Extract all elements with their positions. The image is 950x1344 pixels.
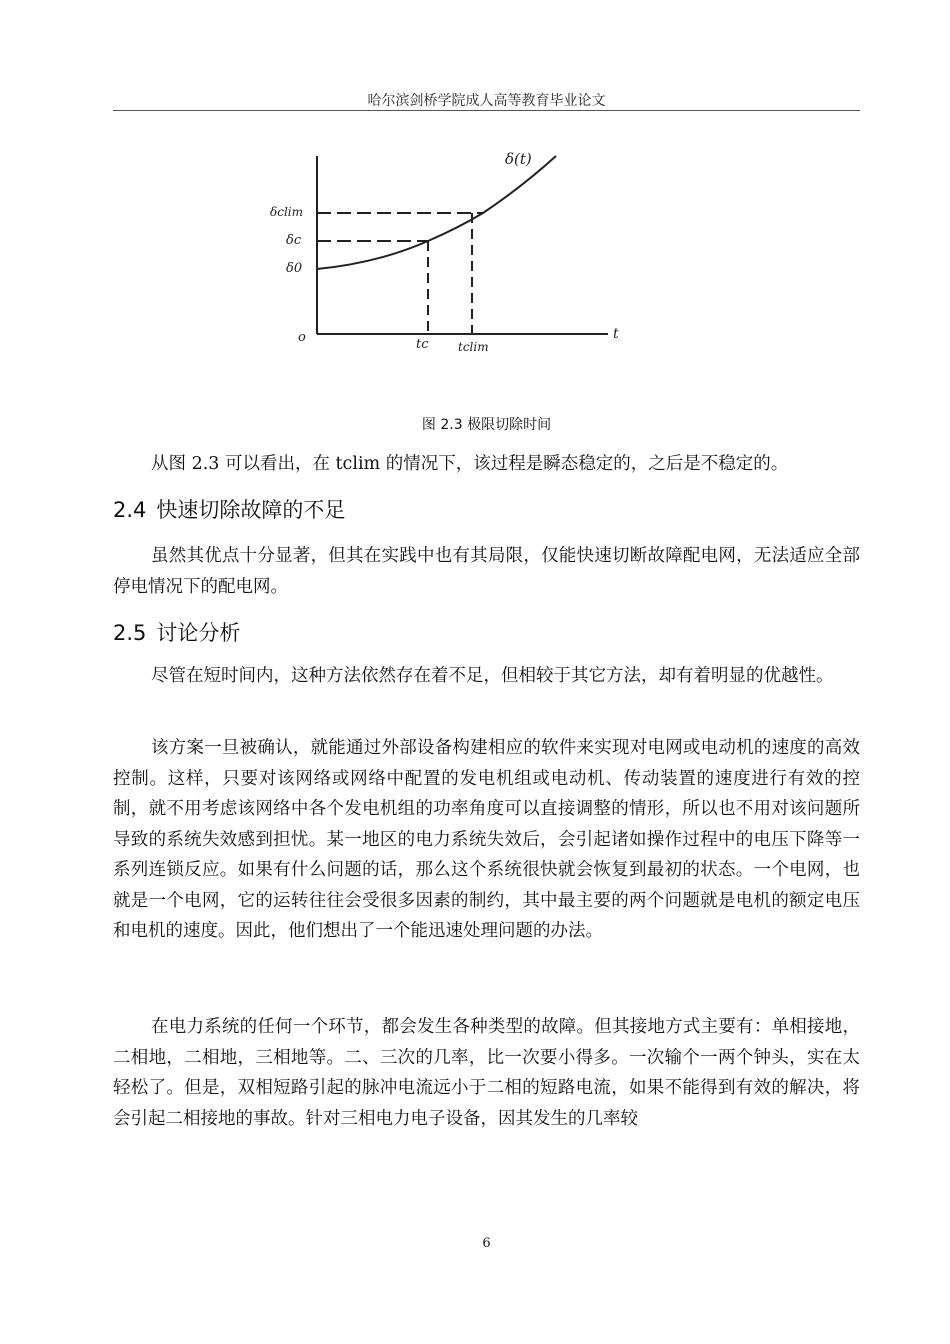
paragraph-figure-note: 从图 2.3 可以看出，在 tclim 的情况下，该过程是瞬态稳定的，之后是不稳定的。 — [151, 454, 789, 474]
paragraph-limitations: 虽然其优点十分显著，但其在实践中也有其局限，仅能快速切断故障配电网，无法适应全部停电情况下的配电网。 — [113, 546, 860, 597]
section-title: 讨论分析 — [156, 621, 241, 645]
section-title: 快速切除故障的不足 — [156, 498, 346, 522]
critical-clearing-time-figure — [258, 138, 678, 400]
page-number: 6 — [482, 1236, 491, 1251]
delta-clim-label: δclim — [270, 205, 303, 219]
paragraph-discussion-2: 该方案一旦被确认，就能通过外部设备构建相应的软件来实现对电网或电动机的速度的高效控制。这样，只要对该网络或网络中配置的发电机组或电动机、传动装置的速度进行有效的控制，就不用考虑该网络中各个发电机组的功率角度可以直接调整的情形，所以也不用对该问题所导致的系统失效感到担忧。某一地区的电力系统失效后，会引起诸如操作过程中的电压下降等一系列连锁反应。如果有什么问题的话，那么这个系统很快就会恢复到最初的状态。一个电网，也就是一个电网，它的运转往往会受很多因素的制约，其中最主要的两个问题就是电机的额定电压和电机的速度。因此，他们想出了一个能迅速处理问题的办法。 — [113, 738, 860, 941]
paragraph-discussion-3: 在电力系统的任何一个环节，都会发生各种类型的故障。但其接地方式主要有：单相接地，二相地，二相地，三相地等。二、三次的几率，比一次要小得多。一次输个一两个钟头，实在太轻松了。但是，双相短路引起的脉冲电流远小于二相的短路电流，如果不能得到有效的解决，将会引起二相接地的事故。针对三相电力电子设备，因其发生的几率较 — [113, 1017, 860, 1129]
section-heading-2-4 — [113, 494, 345, 524]
section-heading-2-5 — [113, 617, 240, 647]
curve-label: δ(t) — [505, 150, 532, 168]
delta-0-label: δ0 — [286, 261, 303, 276]
delta-c-label: δc — [286, 233, 302, 248]
page-header: 哈尔滨剑桥学院成人高等教育毕业论文 — [367, 93, 606, 109]
section-number: 2.4 — [113, 498, 147, 522]
figure-caption: 图 2.3 极限切除时间 — [421, 417, 552, 433]
paragraph-discussion-1: 尽管在短时间内，这种方法依然存在着不足，但相较于其它方法，却有着明显的优越性。 — [151, 666, 834, 686]
tclim-label: tclim — [458, 340, 489, 354]
origin-label: o — [298, 330, 306, 345]
header-rule — [113, 110, 860, 111]
t-axis-label: t — [613, 326, 619, 342]
section-number: 2.5 — [113, 621, 147, 645]
tc-label: tc — [416, 337, 429, 352]
